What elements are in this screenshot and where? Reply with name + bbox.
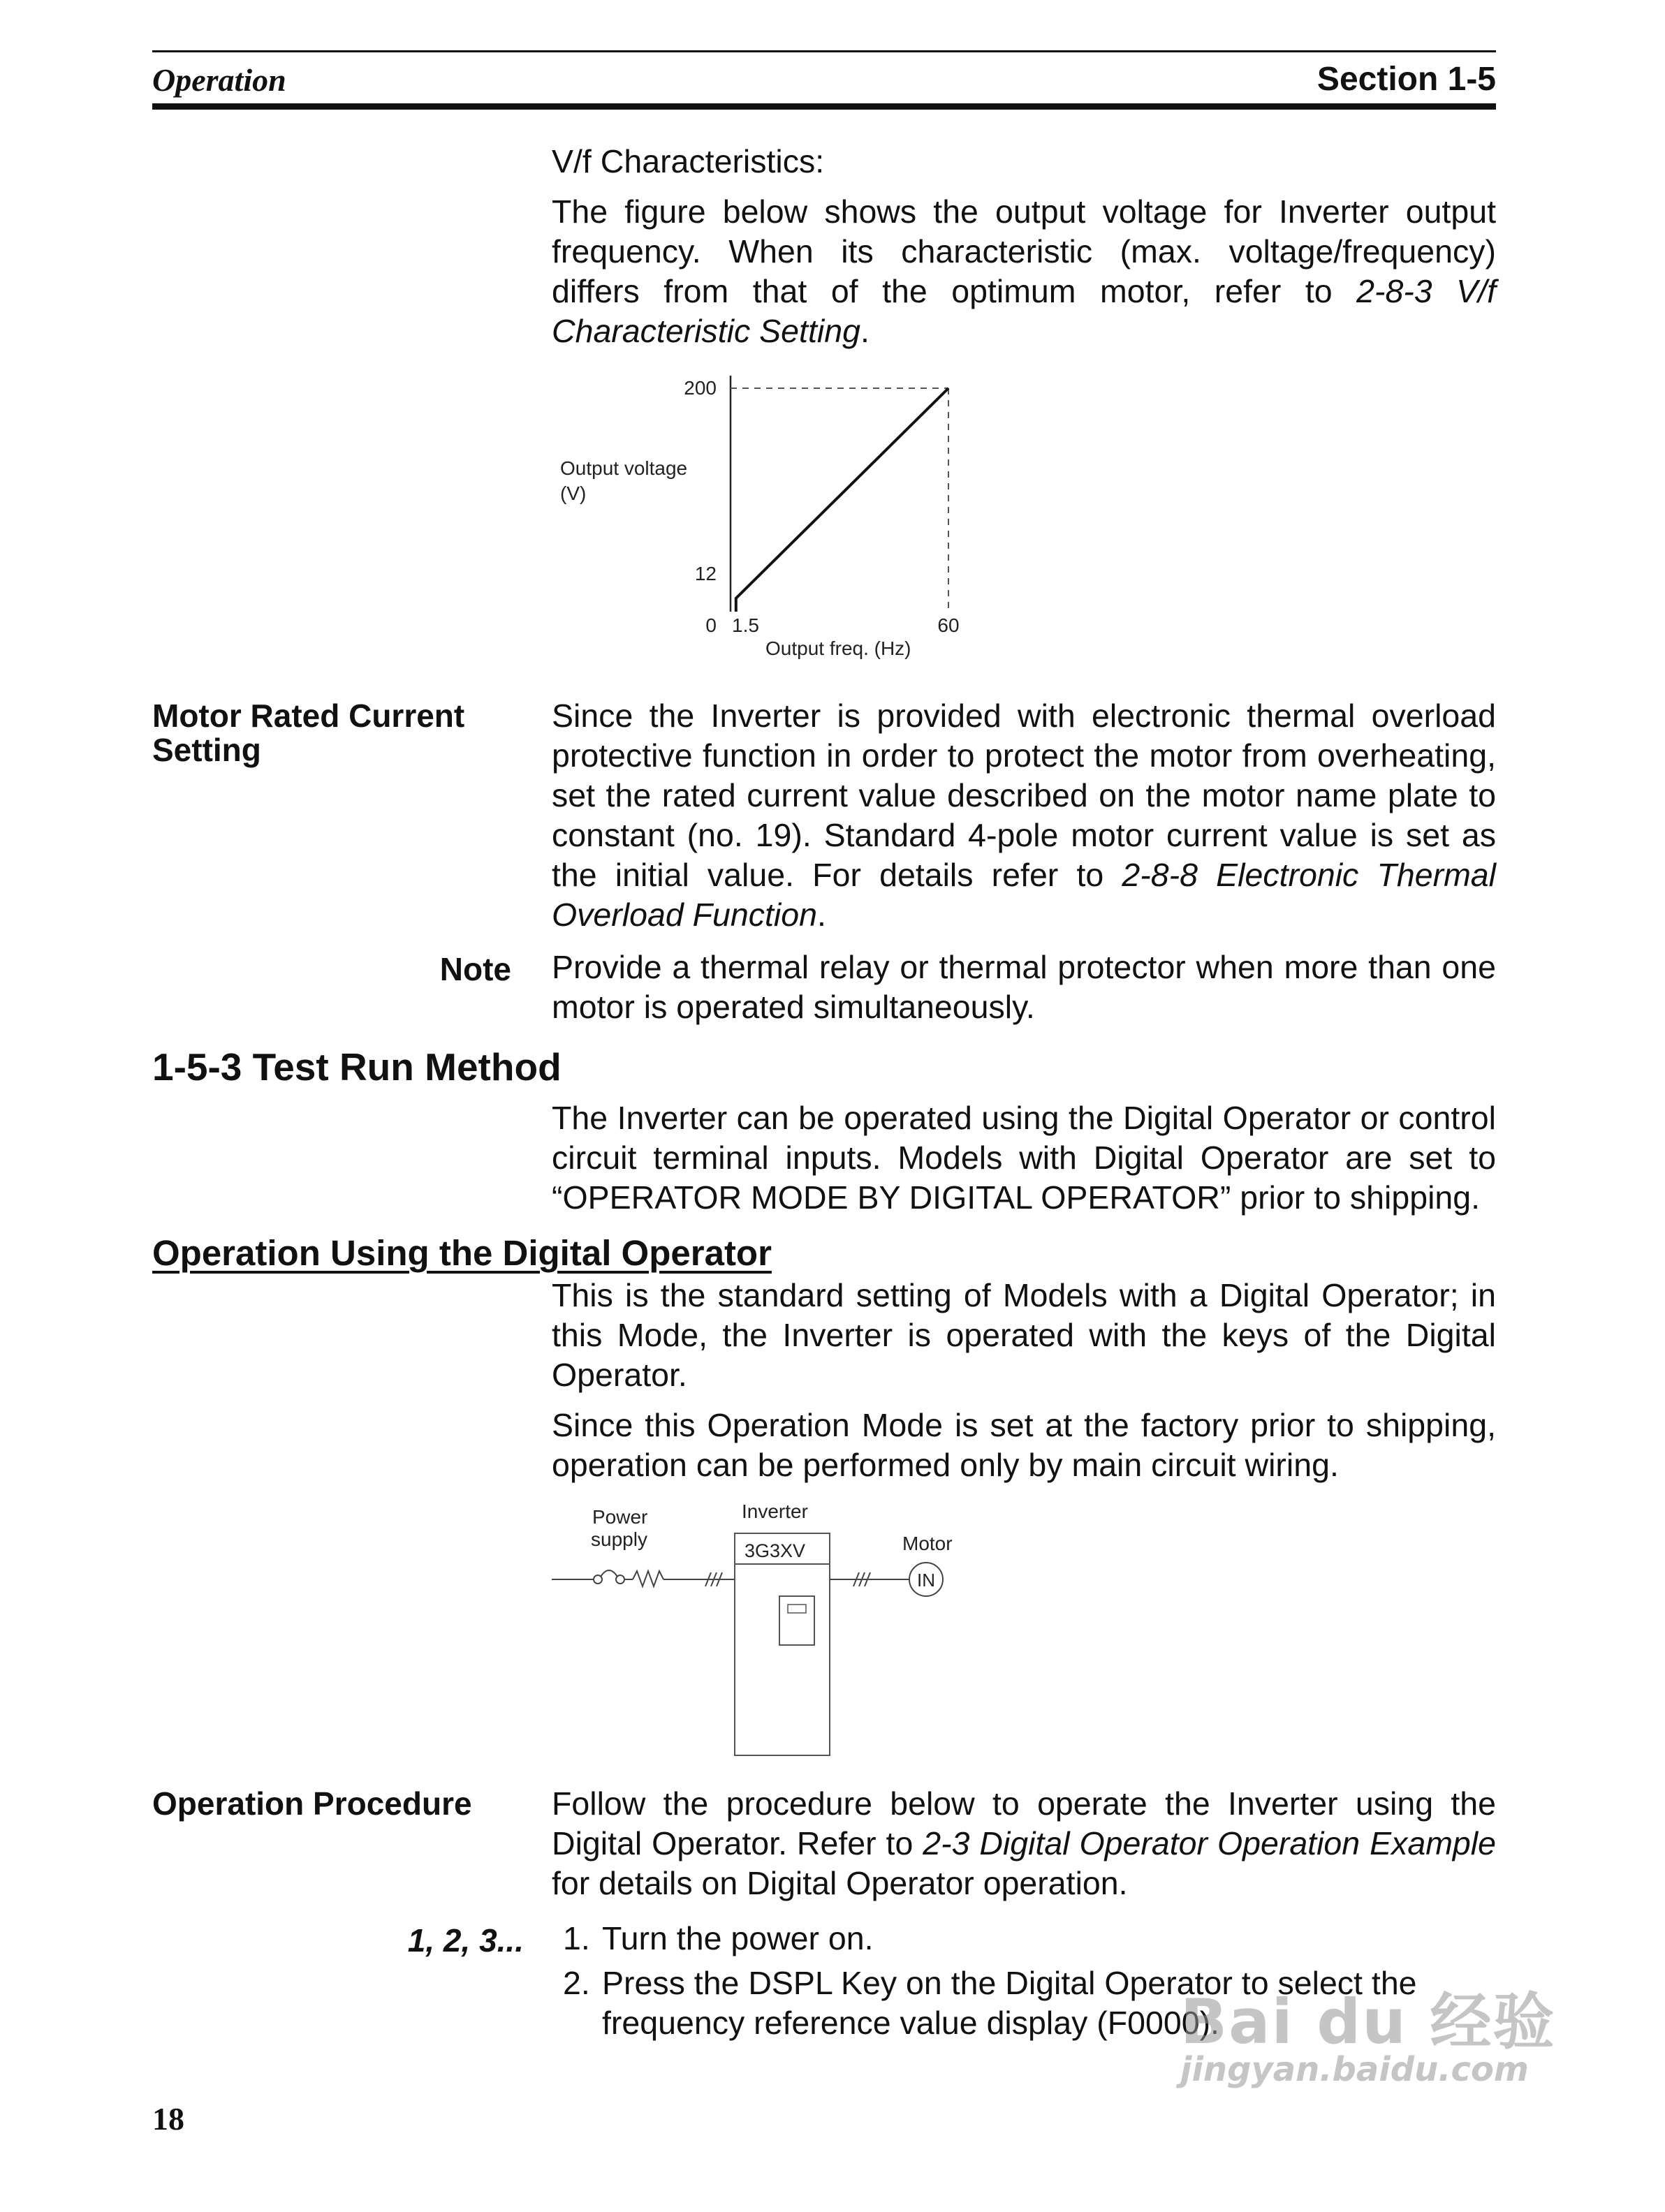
step-number: 1. xyxy=(563,1920,590,1956)
digital-operator-icon xyxy=(779,1596,814,1645)
resistor-icon xyxy=(633,1571,663,1586)
power-supply-label-line2: supply xyxy=(591,1528,647,1550)
breaker-switch-icon xyxy=(601,1570,617,1577)
y-tick-200: 200 xyxy=(684,377,717,399)
vf-series-line xyxy=(736,388,948,612)
running-header-title: Operation xyxy=(152,62,286,98)
y-axis-label-line2: (V) xyxy=(560,482,587,504)
power-supply-label-line1: Power xyxy=(592,1506,648,1528)
wiring-diagram xyxy=(545,1494,992,1760)
inverter-model: 3G3XV xyxy=(745,1540,806,1561)
procedure-step xyxy=(563,1919,1496,1959)
breaker-terminal-icon xyxy=(616,1575,624,1584)
y-tick-12: 12 xyxy=(694,563,717,584)
digital-operator-paragraph-2: Since this Operation Mode is set at the factory prior to shipping, operation can be performed only by main circuit wiring. xyxy=(552,1407,1496,1483)
note-text: Provide a thermal relay or thermal protector when more than one motor is operated simultaneously. xyxy=(552,949,1496,1025)
page-number: 18 xyxy=(152,2101,184,2137)
digital-operator-paragraph-1: This is the standard setting of Models with a Digital Operator; in this Mode, the Inverter is operated with the keys of the Digital Operator. xyxy=(552,1277,1496,1393)
vf-chart xyxy=(545,363,992,670)
note-label: Note xyxy=(439,951,511,987)
motor-current-heading: Motor Rated Current Setting xyxy=(152,698,465,768)
motor-current-paragraph: Since the Inverter is provided with electronic thermal overload protective function in order to protect the motor from overheating, set the rated current value described on the motor name plate to constant (no. 19). Standard 4-pole motor current value is set as the initial value. For details refer to 2-8-8 Electronic Thermal Overload Function. xyxy=(552,698,1496,933)
watermark-logo: Bai du 经验 xyxy=(1180,1986,1556,2058)
procedure-reference: 2-3 Digital Operator Operation Example xyxy=(923,1825,1496,1861)
motor-current-reference: 2-8-8 Electronic Thermal Overload Function xyxy=(552,857,1496,933)
procedure-paragraph: Follow the procedure below to operate the Inverter using the Digital Operator. Refer to 2-3 Digital Operator Operation Example for details on Digital Operator operation. xyxy=(552,1785,1496,1901)
watermark-url: jingyan.baidu.com xyxy=(1180,2050,1529,2089)
header-rule xyxy=(152,103,1496,110)
motor-symbol: IN xyxy=(917,1570,935,1591)
step-number: 2. xyxy=(563,1965,590,2001)
three-phase-mark-icon xyxy=(853,1572,870,1586)
test-run-heading: 1-5-3 Test Run Method xyxy=(152,1045,562,1089)
motor-label: Motor xyxy=(902,1533,953,1554)
vf-paragraph: The figure below shows the output voltage for Inverter output frequency. When its characteristic (max. voltage/frequency) differs from that of the optimum motor, refer to 2-8-3 V/f Characteristic Setting. xyxy=(552,193,1497,349)
y-axis-label-line1: Output voltage xyxy=(560,457,688,479)
test-run-paragraph: The Inverter can be operated using the Digital Operator or control circuit terminal inputs. Models with Digital Operator are set to “OPERATOR MODE BY DIGITAL OPERATOR” prior to shipping. xyxy=(552,1100,1496,1216)
vf-title: V/f Characteristics: xyxy=(552,143,825,179)
running-header-section: Section 1-5 xyxy=(1316,61,1496,98)
procedure-heading: Operation Procedure xyxy=(152,1785,472,1822)
three-phase-mark-icon xyxy=(705,1572,722,1586)
header-top-rule xyxy=(152,50,1496,52)
origin-label: 0 xyxy=(705,614,717,636)
inverter-label: Inverter xyxy=(742,1501,808,1522)
x-tick-60: 60 xyxy=(937,614,960,636)
x-tick-1-5: 1.5 xyxy=(732,614,759,636)
x-axis-label: Output freq. (Hz) xyxy=(765,637,911,659)
digital-operator-heading: Operation Using the Digital Operator xyxy=(152,1233,772,1273)
steps-label: 1, 2, 3... xyxy=(407,1922,524,1959)
step-text: Press the DSPL Key on the Digital Operator to select the frequency reference value display (F0000). xyxy=(602,1965,1417,2041)
step-text: Turn the power on. xyxy=(602,1920,874,1956)
vf-reference: 2-8-3 V/f Characteristic Setting xyxy=(552,273,1497,349)
